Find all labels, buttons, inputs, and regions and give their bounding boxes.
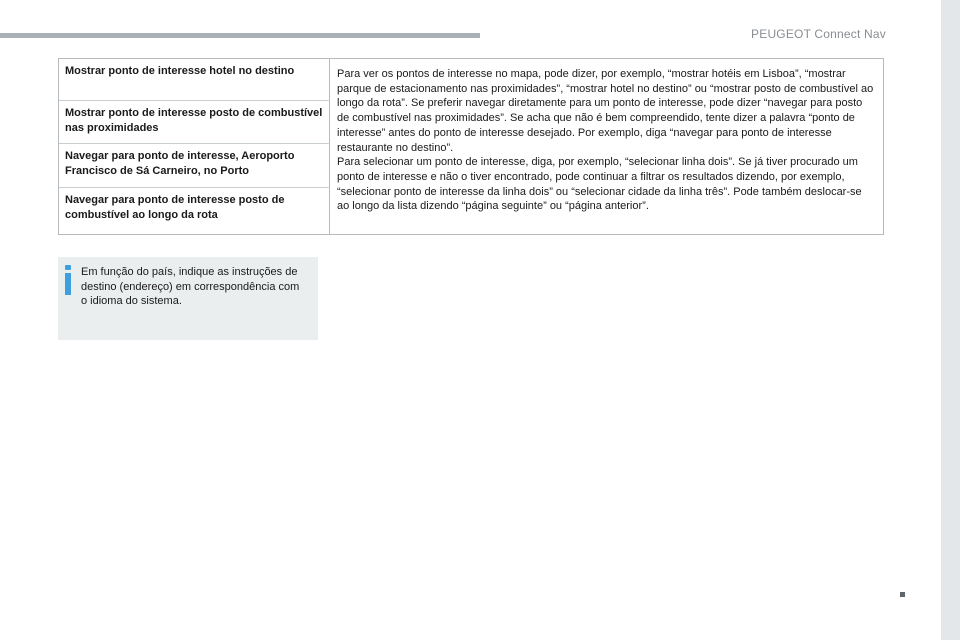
manual-title: PEUGEOT Connect Nav bbox=[751, 27, 886, 41]
page-marker bbox=[900, 592, 905, 597]
info-icon bbox=[65, 265, 71, 295]
commands-column bbox=[59, 59, 330, 234]
help-paragraph: Para ver os pontos de interesse no mapa, pode dizer, por exemplo, “mostrar hotéis em Lisboa”, “mostrar parque de estacionamento nas proximidades”, “mostrar hotel no destino” ou “mostrar posto de combustível ao longo da rota”. Se preferir navegar diretamente para um ponto de interesse, pode dizer “navegar para posto de combustível nas proximidades”. Se acha que não é bem compreendido, tente dizer a palavra “ponto de interesse” antes do ponto de interesse desejado. Por exemplo, diga “navegar para ponto de interesse restaurante no destino”. bbox=[337, 68, 874, 154]
command-row: Navegar para ponto de interesse posto de combustível ao longo da rota bbox=[59, 187, 330, 234]
command-row: Mostrar ponto de interesse hotel no destino bbox=[65, 65, 295, 77]
page-edge-strip bbox=[941, 0, 960, 640]
command-row: Mostrar ponto de interesse posto de combustível nas proximidades bbox=[59, 100, 330, 143]
info-note bbox=[58, 257, 318, 340]
help-paragraph: Para selecionar um ponto de interesse, diga, por exemplo, “selecionar linha dois”. Se já tiver procurado um ponto de interesse e não o tiver encontrado, pode continuar a filtrar os resultados dizendo, por exemplo, “selecionar ponto de interesse da linha dois” ou “selecionar cidade da linha três”. Pode também deslocar-se ao longo da lista dizendo “página seguinte” ou “página anterior”. bbox=[337, 156, 862, 213]
help-text-column bbox=[330, 59, 883, 234]
voice-commands-table bbox=[58, 58, 884, 235]
command-row: Navegar para ponto de interesse, Aeroporto Francisco de Sá Carneiro, no Porto bbox=[59, 143, 330, 187]
info-note-text: Em função do país, indique as instruções de destino (endereço) em correspondência com o idioma do sistema. bbox=[81, 266, 300, 307]
header-divider-bar bbox=[0, 33, 480, 38]
